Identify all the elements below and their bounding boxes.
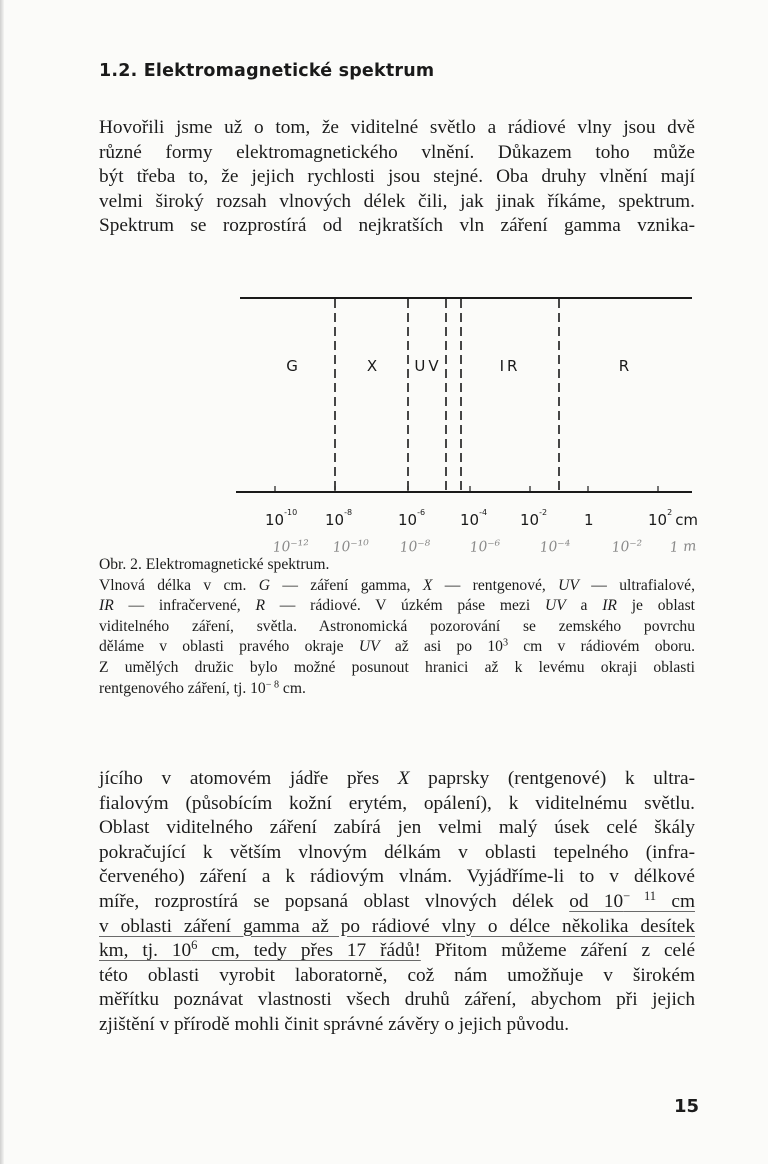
handwritten-label: 10⁻² [611,537,644,556]
body-paragraph [99,767,695,1038]
axis-tick-label: 1 [584,511,594,529]
section-heading: 1.2. Elektromagnetické spektrum [99,61,435,81]
axis-tick-label: $10^{-4}$ [460,508,488,529]
handwritten-label: 1 m [669,538,697,556]
caption-title: Obr. 2. Elektromagnetické spektrum. [99,556,330,573]
text-line: červeného) záření a k rádiovým vlnám. Vyjádříme-li to v délkové [99,866,695,888]
handwritten-label: 10⁻⁴ [539,537,572,556]
axis-tick-label: $10^{-2}$ [520,508,548,529]
pencil-underline: km, tj. $10^6$ cm, tedy přes 17 řádů! [99,938,421,962]
text-line: Spektrum se rozprostírá od nejkratších vln záření gamma vznika- [99,215,695,237]
axis-tick-label: $10^{-6}$ [398,508,426,529]
caption-line: viditelného záření, světla. Astronomická pozorování se zemského povrchu [99,617,695,635]
axis-tick-label: $10^2$ cm [648,508,699,529]
text-line: km, tj. $10^6$ cm, tedy přes 17 řádů! Přitom můžeme záření z celé [99,938,696,962]
caption-line: rentgenového záření, tj. $10^{- 8}$ cm. [99,679,306,697]
text-line: měřítku poznávat vlastnosti všech druhů záření, abychom při jejich [99,989,695,1011]
text-line: Hovořili jsme už o tom, že viditelné světlo a rádiové vlny jsou dvě [99,117,695,138]
handwritten-label: 10⁻⁸ [399,537,432,556]
text-line: míře, rozprostírá se popsaná oblast vlnových délek od $10^{- 11}$ cm [99,889,695,912]
region-boundaries [335,299,559,492]
text-line: zjištění v přírodě mohli činit správné závěry o jejich původu. [99,1013,570,1035]
axis-tick-label: $10^{-8}$ [325,508,353,529]
page-number: 15 [674,1096,700,1117]
handwritten-annotations [272,537,697,556]
text-line: této oblasti vyrobit laboratorně, což nám umožňuje v širokém [99,964,695,986]
caption-line: děláme v oblasti pravého okraje UV až asi po $10^3$ cm v rádiovém oboru. [99,637,696,656]
region-label-g: G [286,357,298,375]
figure-caption [99,555,695,699]
region-label-ir: IR [499,357,521,375]
text-line: Oblast viditelného záření zabírá jen velmi malý úsek celé škály [99,817,695,839]
caption-line: IR — infračervené, R — rádiové. V úzkém páse mezi UV a IR je oblast [99,597,695,615]
text-line: velmi široký rozsah vlnových délek čili, jak jinak říkáme, spektrum. [99,190,695,212]
handwritten-label: 10⁻¹⁰ [332,537,370,556]
text-line: být třeba to, že jejich rychlosti jsou stejné. Oba druhy vlnění mají [99,166,695,188]
caption-line: Vlnová délka v cm. G — záření gamma, X — rentgenové, UV — ultrafialové, [99,576,696,594]
text-line: jícího v atomovém jádře přes X paprsky (rentgenové) k ultra- [99,768,696,789]
text-line: fialovým (působícím kožní erytém, opálení), k viditelnému světlu. [99,792,695,814]
text-line: různé formy elektromagnetického vlnění. Důkazem toho může [99,141,695,163]
handwritten-label: 10⁻⁶ [469,537,502,556]
text-line: v oblasti záření gamma až po rádiové vlny o délce několika desítek [99,915,695,937]
axis-tick-labels [265,508,698,529]
region-label-uv: UV [414,357,442,375]
caption-line: Z umělých družic bylo možné posunout hranici až k levému okraji oblasti [99,658,695,676]
pencil-underline: od $10^{- 11}$ cm [569,889,695,912]
region-labels [286,357,629,375]
region-label-r: R [618,357,630,375]
axis-tick-label: $10^{-10}$ [265,508,298,529]
text-line: pokračující k větším vlnovým délkám v oblasti tepelného (infra- [99,841,695,863]
handwritten-label: 10⁻¹² [272,537,310,556]
region-label-x: X [366,357,378,375]
